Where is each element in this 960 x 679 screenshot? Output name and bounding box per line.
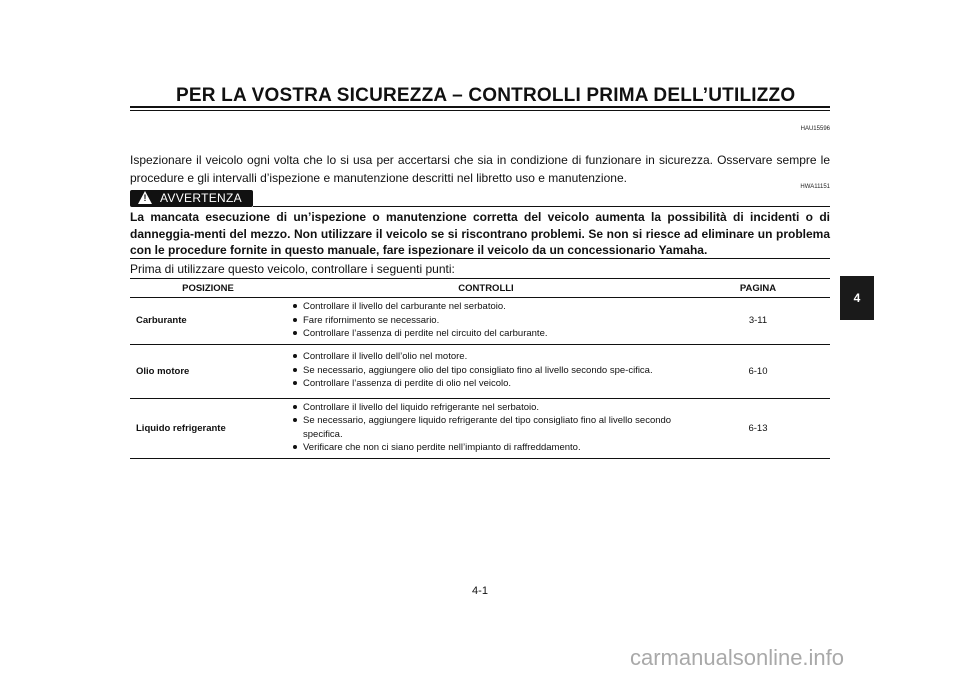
list-item: Controllare il livello del carburante nel serbatoio.	[286, 300, 686, 314]
title-rule-thin	[130, 110, 830, 111]
bullet-icon	[293, 304, 297, 308]
bullet-icon	[293, 418, 297, 422]
list-item: Controllare l’assenza di perdite di olio nel veicolo.	[286, 377, 686, 391]
warning-rule-bottom	[130, 258, 830, 259]
page-number: 4-1	[472, 585, 488, 597]
list-item: Fare rifornimento se necessario.	[286, 314, 686, 328]
intro-paragraph: Ispezionare il veicolo ogni volta che lo si usa per accertarsi che sia in condizione di funzionare in sicurezza. Osservare sempre le procedure e gli intervalli d’ispezione e manutenzione descritti nel libretto uso e manutenzione.	[130, 153, 830, 185]
checks-table	[130, 278, 830, 459]
list-item: Controllare l’assenza di perdite nel circuito del carburante.	[286, 327, 686, 341]
row-checks	[286, 344, 686, 398]
warning-code: HWA11151	[800, 184, 830, 190]
pre-table-text: Prima di utilizzare questo veicolo, controllare i seguenti punti:	[130, 262, 455, 276]
watermark: carmanualsonline.info	[630, 645, 845, 670]
list-item: Controllare il livello dell’olio nel motore.	[286, 350, 686, 364]
header-page: PAGINA	[686, 279, 830, 298]
bullet-icon	[293, 381, 297, 385]
bullet-icon	[293, 368, 297, 372]
page-title: PER LA VOSTRA SICUREZZA – CONTROLLI PRIMA DELL’UTILIZZO	[176, 85, 796, 106]
list-item: Verificare che non ci siano perdite nell’impianto di raffreddamento.	[286, 441, 686, 455]
section-code: HAU15596	[800, 126, 830, 132]
header-position: POSIZIONE	[130, 279, 286, 298]
row-position: Olio motore	[130, 344, 286, 398]
warning-text: La mancata esecuzione di un’ispezione o manutenzione corretta del veicolo aumenta la possibilità di incidenti o di danneggia-menti del mezzo. Non utilizzare il veicolo se si riscontrano problemi. Se non si riesce ad eliminare un problema con le procedure fornite in questo manuale, fare ispezionare il veicolo da un concessionario Yamaha.	[130, 210, 830, 257]
table-row	[130, 344, 830, 398]
bullet-icon	[293, 405, 297, 409]
list-item: Se necessario, aggiungere olio del tipo consigliato fino al livello secondo spe-cifica.	[286, 364, 686, 378]
bullet-icon	[293, 445, 297, 449]
list-item: Controllare il livello del liquido refrigerante nel serbatoio.	[286, 401, 686, 415]
table-row	[130, 398, 830, 458]
row-checks	[286, 298, 686, 345]
row-page: 6-13	[686, 398, 830, 458]
row-page: 3-11	[686, 298, 830, 345]
row-checks	[286, 398, 686, 458]
row-position: Carburante	[130, 298, 286, 345]
warning-badge: ! AVVERTENZA	[130, 190, 253, 207]
row-page: 6-10	[686, 344, 830, 398]
header-checks: CONTROLLI	[286, 279, 686, 298]
title-rule	[130, 106, 830, 108]
list-item: Se necessario, aggiungere liquido refrigerante del tipo consigliato fino al livello secondo specifica.	[286, 414, 686, 441]
table-header-row	[130, 279, 830, 298]
warning-label: AVVERTENZA	[160, 191, 242, 205]
row-position: Liquido refrigerante	[130, 398, 286, 458]
chapter-tab: 4	[840, 276, 874, 320]
bullet-icon	[293, 318, 297, 322]
bullet-icon	[293, 331, 297, 335]
table-row	[130, 298, 830, 345]
warning-rule	[253, 206, 830, 207]
bullet-icon	[293, 354, 297, 358]
